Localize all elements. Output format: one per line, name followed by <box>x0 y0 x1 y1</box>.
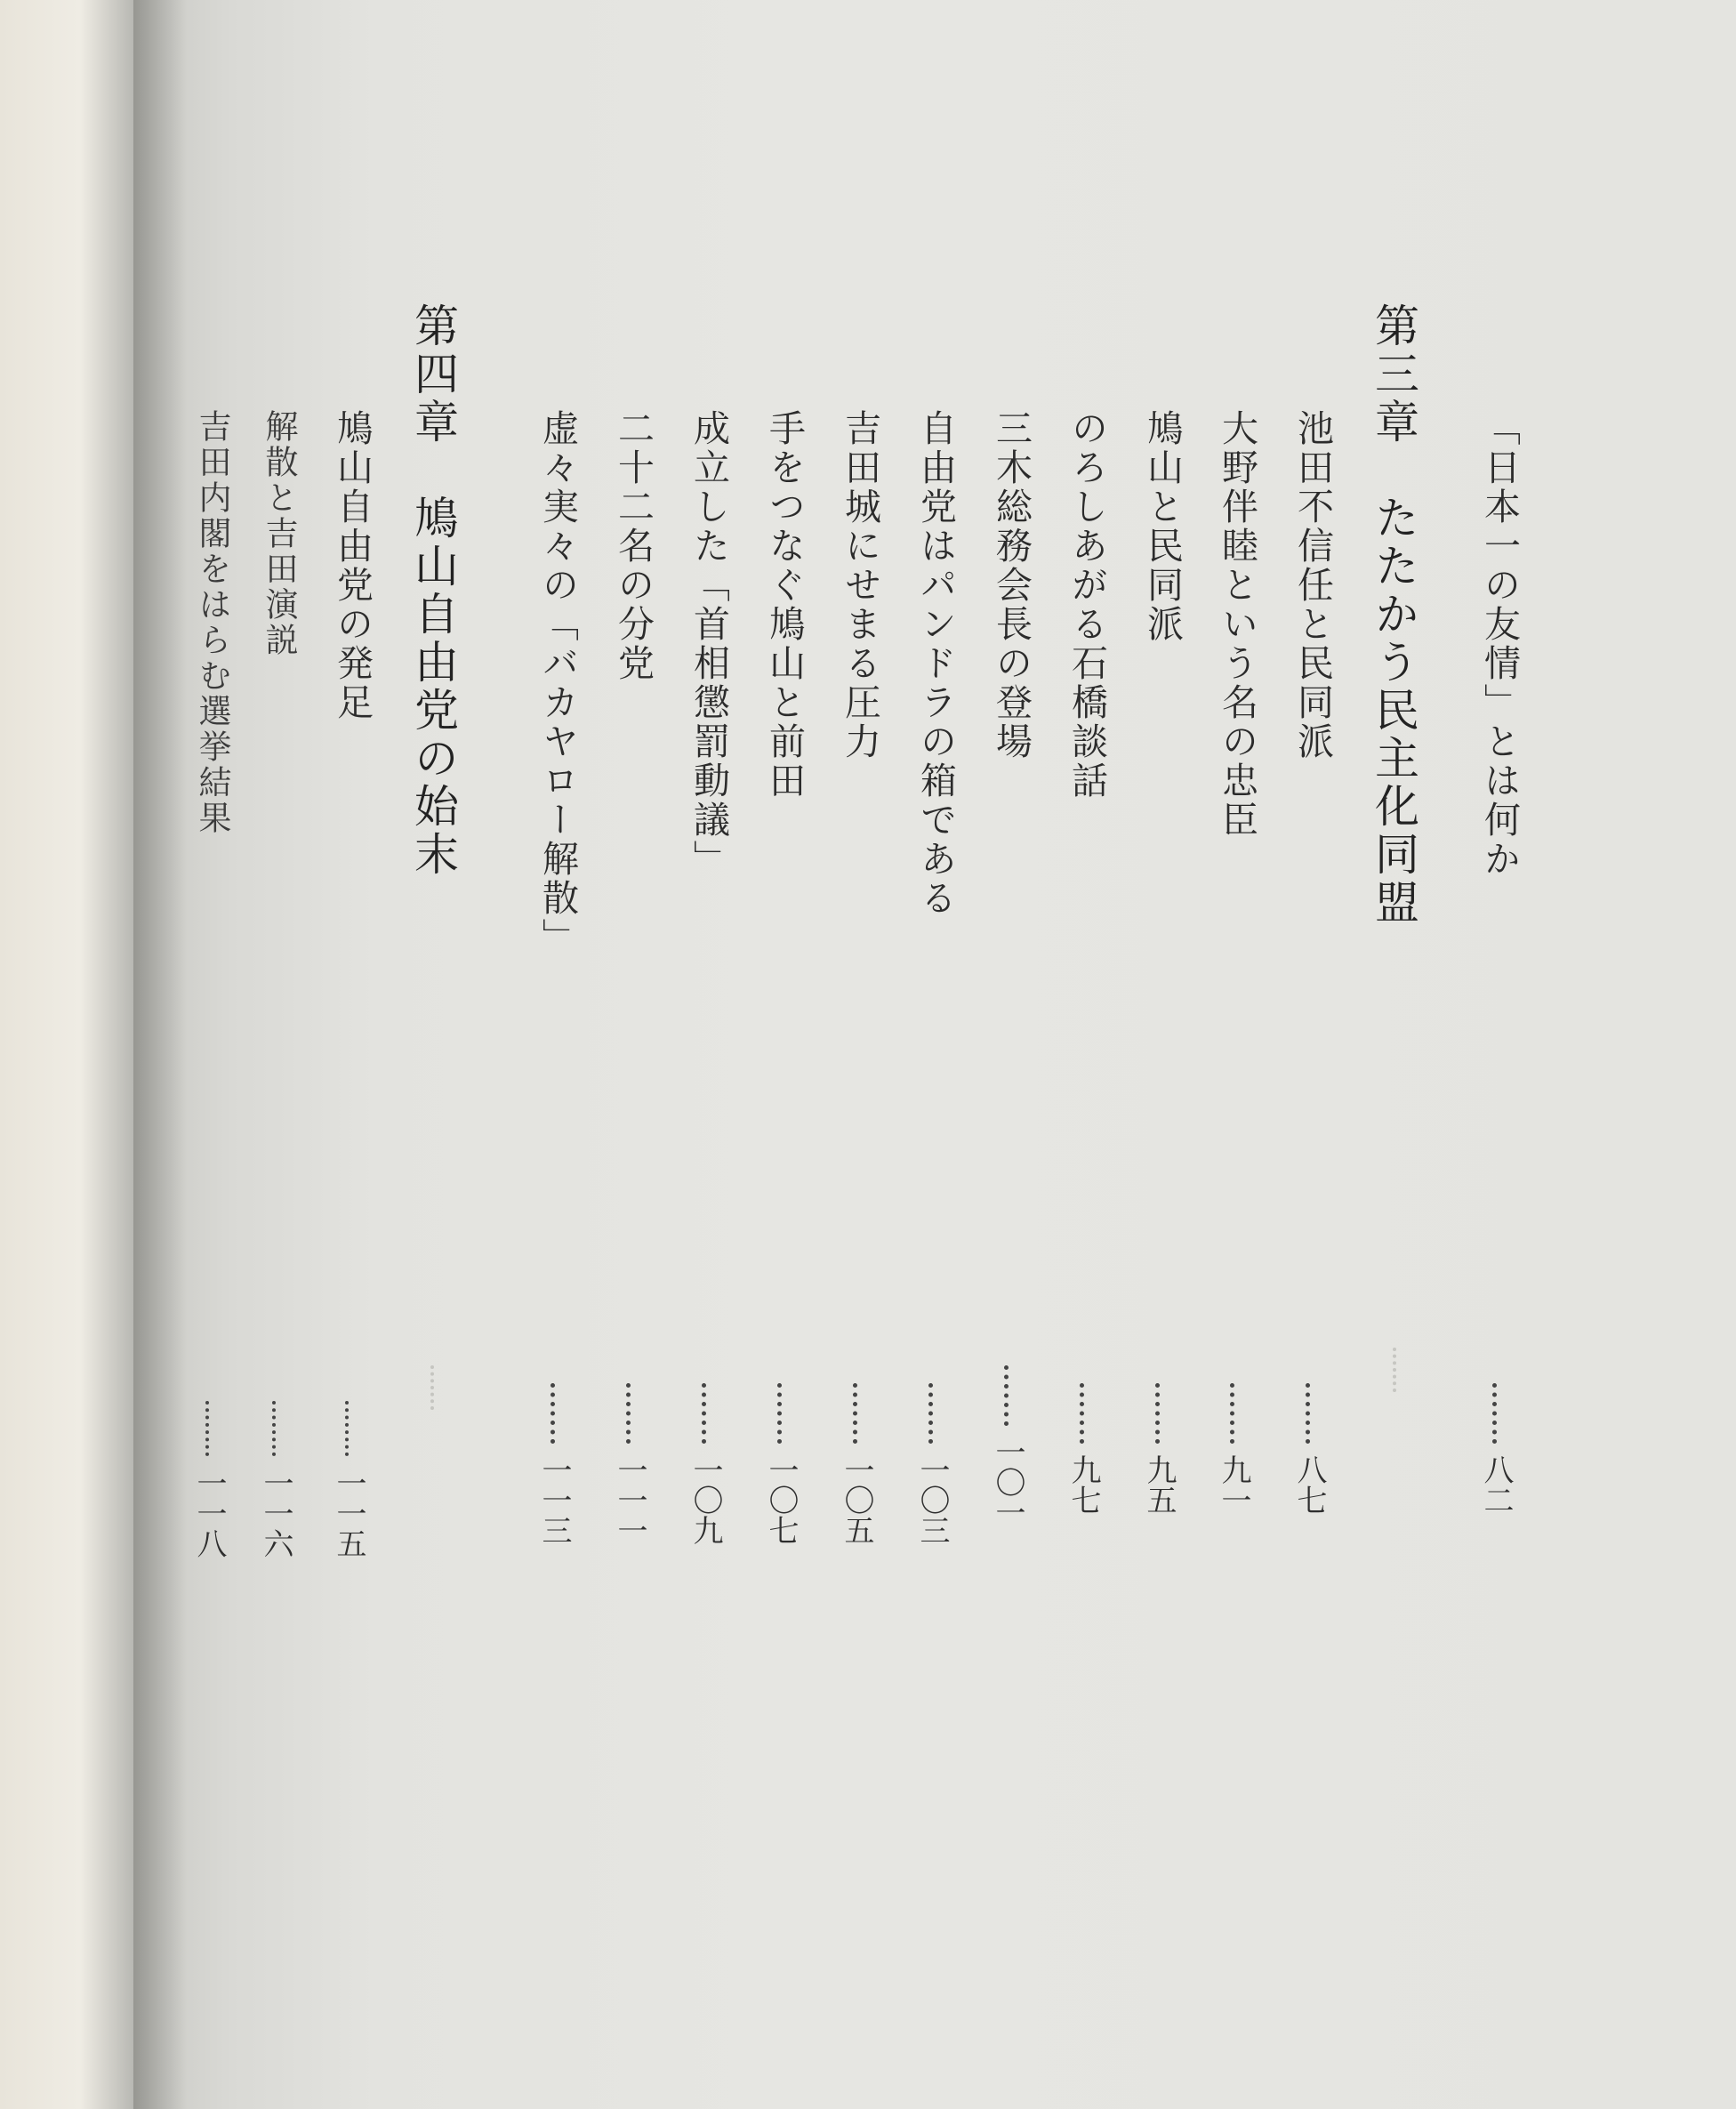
page-number: 九一 <box>1216 1454 1251 1515</box>
dot-leader <box>1155 1383 1167 1444</box>
dot-leader <box>928 1383 940 1444</box>
toc-entry: 自由党はパンドラの箱である <box>914 409 957 918</box>
dot-leader <box>702 1383 713 1444</box>
toc-entry: 解散と吉田演説 <box>260 409 298 658</box>
dot-leader <box>1306 1383 1317 1444</box>
toc-entry: 二十二名の分党 <box>612 409 655 683</box>
toc-entry: 吉田内閣をはらむ選挙結果 <box>193 409 231 836</box>
toc-entry: のろしあがる石橋談話 <box>1065 409 1108 801</box>
page-number: 一一八 <box>191 1468 227 1558</box>
gutter-shadow <box>133 0 187 2109</box>
faint-leader <box>1393 1348 1400 1392</box>
toc-entry: 三木総務会長の登場 <box>990 409 1033 761</box>
page-number: 九五 <box>1141 1454 1177 1515</box>
toc-entry: 成立した「首相懲罰動議」 <box>687 409 730 879</box>
page-number: 一〇三 <box>914 1454 950 1545</box>
chapter-heading: 第三章 たたかう民主化同盟 <box>1368 302 1419 927</box>
toc-entry: 鳩山と民同派 <box>1141 409 1184 644</box>
dot-leader <box>853 1383 864 1444</box>
dot-leader <box>345 1401 356 1456</box>
page-number: 一一三 <box>536 1454 572 1545</box>
faint-leader <box>430 1365 438 1410</box>
toc-entry-title: 「日本一の友情」とは何か <box>1478 409 1521 879</box>
page-number: 一一五 <box>331 1468 366 1558</box>
toc-entry: 吉田城にせまる圧力 <box>839 409 881 761</box>
dot-leader <box>205 1401 216 1456</box>
page-number: 九七 <box>1065 1454 1101 1515</box>
page-number: 一〇九 <box>687 1454 723 1545</box>
chapter-heading: 第四章 鳩山自由党の始末 <box>407 302 459 879</box>
dot-leader <box>626 1383 638 1444</box>
dot-leader <box>1492 1383 1504 1444</box>
dot-leader <box>1080 1383 1091 1444</box>
toc-entry: 鳩山自由党の発足 <box>331 409 374 722</box>
toc-entry: 手をつなぐ鳩山と前田 <box>763 409 806 801</box>
page-number: 一一一 <box>612 1454 647 1545</box>
toc-entry: 虚々実々の「バカヤロー解散」 <box>536 409 579 957</box>
page-number: 一〇五 <box>839 1454 874 1545</box>
dot-leader <box>551 1383 562 1444</box>
dot-leader <box>1230 1383 1242 1444</box>
dot-leader <box>272 1401 283 1456</box>
page-number: 一〇一 <box>990 1437 1025 1527</box>
toc-entry: 池田不信任と民同派 <box>1291 409 1334 761</box>
page-gutter <box>0 0 133 2109</box>
page-number: 一一六 <box>258 1468 293 1558</box>
dot-leader <box>777 1383 789 1444</box>
toc-entry: 大野伴睦という名の忠臣 <box>1216 409 1258 840</box>
page-number: 一〇七 <box>763 1454 799 1545</box>
dot-leader <box>1004 1365 1016 1426</box>
page-number: 八七 <box>1291 1454 1327 1515</box>
page-number: 八二 <box>1478 1454 1514 1515</box>
